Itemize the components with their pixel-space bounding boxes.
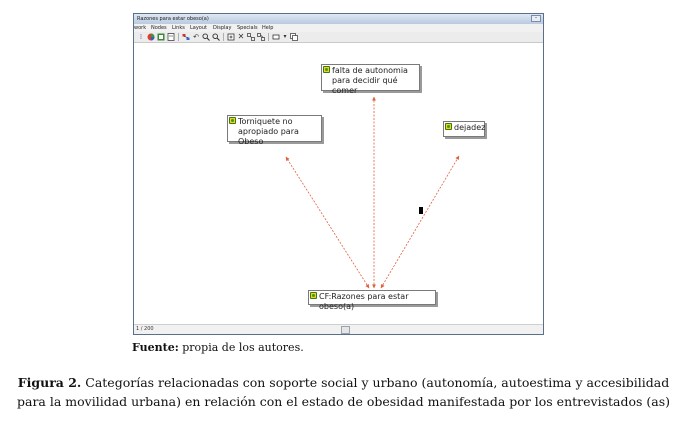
title-bar: [134, 14, 543, 24]
toolbar-separator: [268, 33, 269, 41]
menu-item-help[interactable]: Help: [262, 25, 274, 31]
toolbar: [134, 32, 543, 43]
color-wheel-icon[interactable]: [147, 33, 155, 41]
search-icon[interactable]: [212, 33, 220, 41]
menu-item-display[interactable]: Display: [213, 25, 232, 31]
node-label: Torniquete no apropiado para Obeso: [238, 117, 299, 146]
delete-icon[interactable]: ✕: [237, 32, 245, 41]
link-icon[interactable]: [257, 33, 265, 41]
code-family-icon: [310, 292, 317, 299]
figure-label: Figura 2.: [17, 375, 82, 390]
search-icon[interactable]: [202, 33, 210, 41]
code-node-icon: [323, 66, 330, 73]
figure-text-1: Categorías relacionadas con soporte social y urbano (autonomía, autoestima y accesibilidad: [81, 375, 670, 390]
note-icon[interactable]: [272, 33, 280, 41]
menu-item-specials[interactable]: Specials: [237, 25, 258, 31]
toolbar-separator: [223, 33, 224, 41]
network-canvas[interactable]: [134, 43, 543, 326]
window-title: Razones para estar obeso(a): [137, 16, 209, 22]
link-cf-torniquete[interactable]: [286, 157, 369, 288]
status-bar: [134, 324, 543, 334]
resize-grip[interactable]: [341, 326, 350, 334]
text-cursor: [419, 207, 423, 214]
link-cf-dejadez[interactable]: [381, 156, 459, 288]
source-label: Fuente:: [132, 341, 179, 354]
node-label: falta de autonomia para decidir qué comer: [332, 66, 408, 95]
node-dejadez[interactable]: [443, 121, 485, 137]
node-torniquete[interactable]: [227, 115, 322, 146]
menu-item-nodes[interactable]: Nodes: [151, 25, 167, 31]
new-node-icon[interactable]: [227, 33, 235, 41]
menu-bar: [134, 24, 543, 32]
node-falta-autonomia[interactable]: [321, 64, 420, 95]
cursor-icon[interactable]: ⁞: [139, 33, 143, 41]
status-coords: 1 / 200: [136, 326, 154, 332]
figure-caption-line2: para la movilidad urbana) en relación con el estado de obesidad manifestada por los entrevistados (as): [16, 394, 671, 409]
menu-item-links[interactable]: Links: [172, 25, 185, 31]
dropdown-icon[interactable]: ▾: [283, 33, 287, 40]
menu-item-layout[interactable]: Layout: [190, 25, 207, 31]
code-node-icon: [445, 123, 452, 130]
source-text: propia de los autores.: [178, 341, 304, 354]
figure-caption: [0, 373, 687, 411]
node-label: CF:Razones para estar obeso(a): [319, 292, 409, 311]
link-icon[interactable]: [247, 33, 255, 41]
network-icon[interactable]: [157, 33, 165, 41]
code-node-icon: [229, 117, 236, 124]
undo-icon[interactable]: ↶: [193, 33, 199, 41]
node-cf-razones[interactable]: [308, 290, 436, 311]
menu-item-work[interactable]: work: [134, 25, 147, 31]
toolbar-separator: [178, 33, 179, 41]
minimize-button[interactable]: –: [531, 15, 541, 22]
graph-icon[interactable]: [182, 33, 190, 41]
document-icon[interactable]: [167, 33, 175, 41]
source-caption: [132, 341, 304, 354]
app-window: [133, 13, 544, 335]
figure-caption-line1: [0, 373, 687, 392]
node-label: dejadez: [454, 123, 486, 132]
window-icon[interactable]: [290, 33, 298, 41]
